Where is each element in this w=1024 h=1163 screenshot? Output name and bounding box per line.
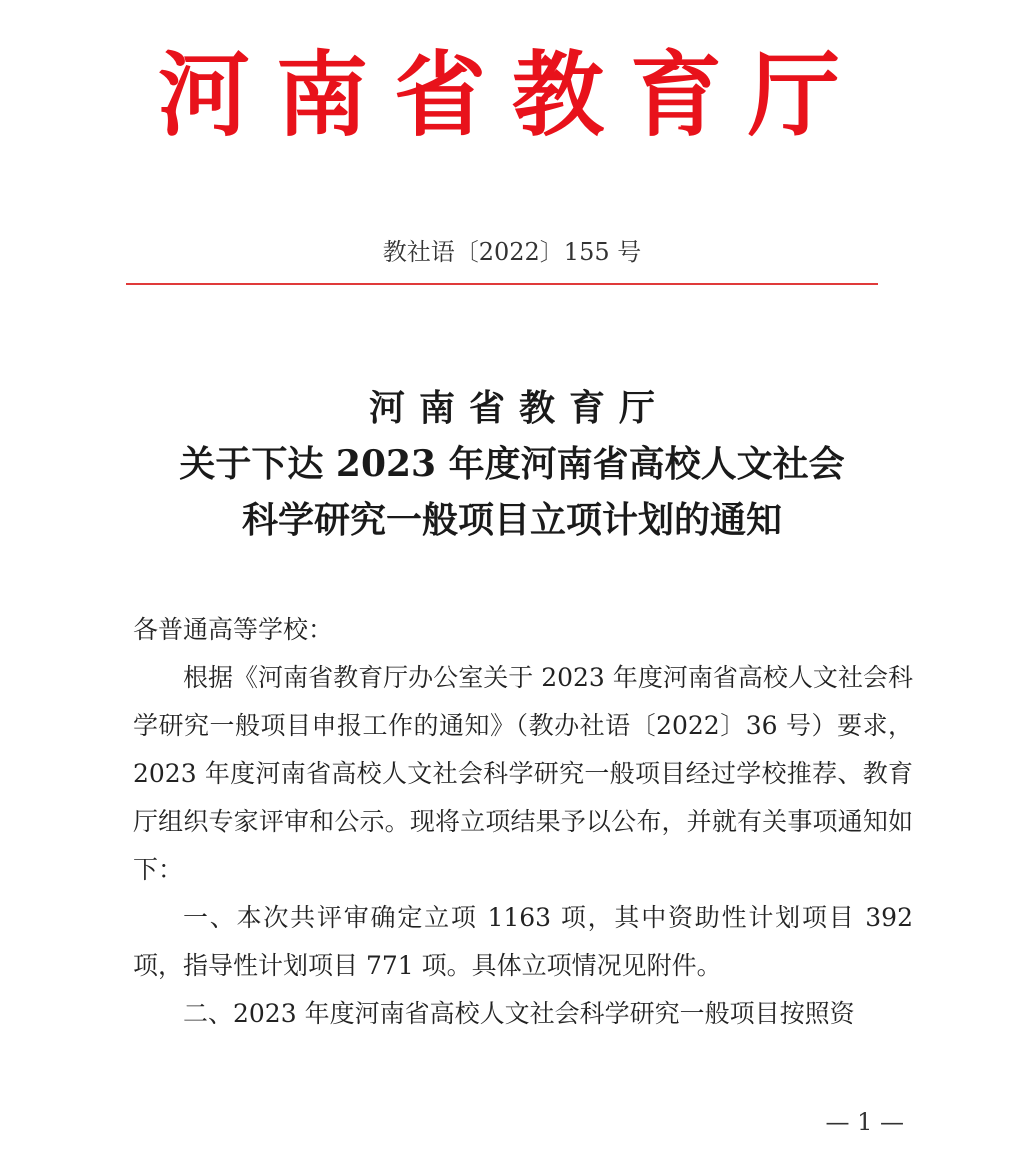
page-number: — 1 — [825, 1108, 904, 1136]
document-body [133, 606, 913, 1038]
title-line-1: 河南省教育厅 [368, 387, 669, 429]
document-title [0, 380, 1024, 548]
salutation: 各普通高等学校： [133, 615, 334, 644]
org-header-title: 河南省教育厅 [157, 41, 866, 149]
red-divider-rule [126, 283, 878, 285]
document-number: 教社语〔2022〕155 号 [382, 238, 642, 266]
body-paragraph-3: 二、2023 年度河南省高校人文社会科学研究一般项目按照资 [183, 999, 855, 1028]
title-line-2: 关于下达 2023 年度河南省高校人文社会 [179, 443, 845, 485]
title-line-3: 科学研究一般项目立项计划的通知 [241, 499, 782, 541]
body-paragraph-1: 根据《河南省教育厅办公室关于 2023 年度河南省高校人文社会科学研究一般项目申报工作的通知》（教办社语〔2022〕36 号）要求，2023 年度河南省高校人文社会科学研究一般项目经过学校推荐、教育厅组织专家评审和公示。现将立项结果予以公布，并就有关事项通知如下： [133, 663, 913, 884]
body-paragraph-2: 一、本次共评审确定立项 1163 项，其中资助性计划项目 392 项，指导性计划项目 771 项。具体立项情况见附件。 [133, 903, 913, 980]
